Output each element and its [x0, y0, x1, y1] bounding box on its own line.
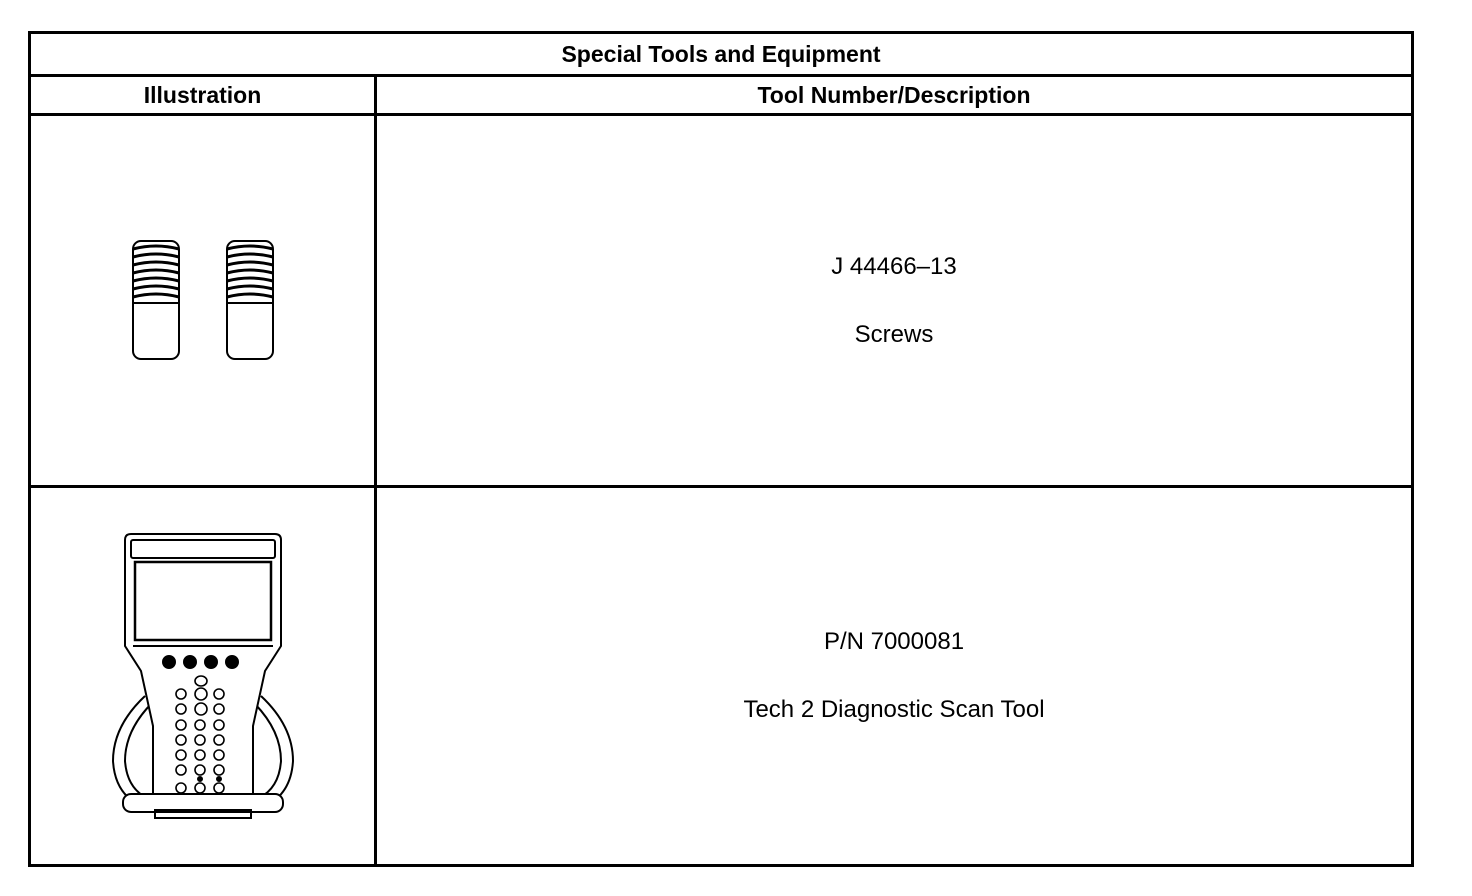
special-tools-table: [28, 31, 1414, 867]
table-title: Special Tools and Equipment: [30, 33, 1413, 76]
table-row: [30, 115, 1413, 487]
table-row: [30, 487, 1413, 866]
illustration-cell: [30, 487, 376, 866]
tool-number: J 44466–13: [831, 252, 957, 280]
tool-description: Screws: [854, 320, 934, 348]
tool-description: Tech 2 Diagnostic Scan Tool: [743, 696, 1045, 723]
tool-number: P/N 7000081: [823, 628, 965, 655]
screws-icon: [103, 236, 303, 366]
illustration-cell: [30, 115, 376, 487]
header-illustration: Illustration: [30, 76, 376, 115]
header-tool-description: Tool Number/Description: [376, 76, 1413, 115]
scan-tool-icon: [103, 526, 303, 826]
description-cell: [376, 487, 1413, 866]
description-cell: [376, 115, 1413, 487]
